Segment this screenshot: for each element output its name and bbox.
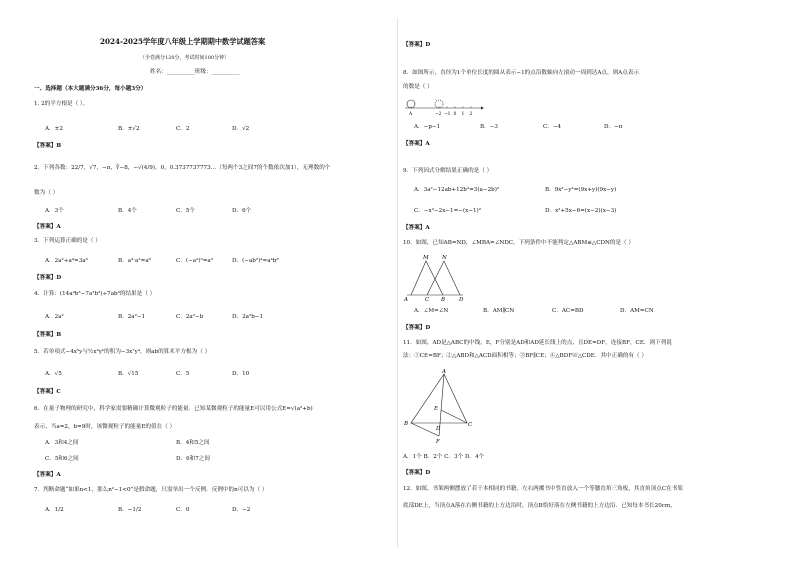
- q7-option-c: C．0: [176, 507, 190, 513]
- q9-option-d: D．x²+5x−6=(x−2)(x−3): [545, 208, 617, 214]
- svg-text:B: B: [404, 421, 409, 427]
- q2-answer: 【答案】A: [34, 224, 61, 230]
- q3-option-b: B．a³·a²=a⁶: [118, 258, 151, 264]
- q9-option-b: B．9x²−y²=(9x+y)(9x−y): [545, 187, 617, 193]
- q2-option-b: B．4个: [118, 208, 137, 214]
- svg-text:A: A: [404, 297, 408, 301]
- section-heading: 一、选择题（本大题满分36分，每小题3分）: [34, 86, 147, 92]
- question-8-stem-cont: 的数是（ ）: [403, 84, 433, 90]
- q2-option-d: D．6个: [232, 208, 252, 214]
- q2-option-a: A．3个: [45, 208, 64, 214]
- q5-option-b: B．√15: [118, 371, 139, 377]
- q6-option-a: A．3和4之间: [45, 440, 79, 446]
- q5-answer: 【答案】C: [34, 389, 61, 395]
- q8-option-b: B．−3: [480, 124, 498, 130]
- svg-text:B: B: [441, 297, 446, 301]
- q7-answer: 【答案】D: [403, 42, 431, 48]
- exam-title: 2024-2025学年度八年级上学期期中数学试题答案: [100, 37, 266, 46]
- q7-option-a: A．1/2: [45, 507, 64, 513]
- student-info-line: 姓名：__________班级：__________: [150, 69, 240, 75]
- q8-answer: 【答案】A: [403, 141, 430, 147]
- q1-answer: 【答案】B: [34, 143, 62, 149]
- q1-option-d: D．√2: [232, 126, 250, 132]
- q6-option-b: B．4和5之间: [176, 440, 210, 446]
- q4-option-b: B．2a²−1: [118, 314, 146, 320]
- svg-text:F: F: [436, 439, 440, 445]
- q10-option-c: C．AC=BD: [552, 308, 584, 314]
- q6-answer: 【答案】A: [34, 472, 61, 478]
- q4-answer: 【答案】B: [34, 332, 62, 338]
- q5-option-c: C．5: [176, 371, 190, 377]
- axis-label-0: 0: [453, 112, 457, 117]
- q6-option-c: C．5和6之间: [45, 456, 79, 462]
- q11-answer: 【答案】D: [403, 470, 431, 476]
- segment-ce: [441, 410, 467, 423]
- question-8-stem: 8．如图所示，直径为1个单位长度的圆从表示−1的点沿数轴向左滚动一周到达A点，则A点表示: [403, 70, 640, 76]
- svg-text:C: C: [468, 422, 473, 428]
- q9-option-c: C．−x²−2x−1=−(x−1)²: [414, 208, 481, 214]
- q8-option-a: A．−p−1: [414, 124, 441, 130]
- question-7-stem: 7．判断命题“如果n<1，那么n²−1<0”是假命题，只需举出一个反例．反例中的n可以为（ ）: [34, 487, 268, 493]
- q1-option-c: C．2: [176, 126, 190, 132]
- q3-answer: 【答案】D: [34, 275, 62, 281]
- triangles-figure-q10: [403, 251, 469, 301]
- q4-option-d: D．2a²b−1: [232, 314, 264, 320]
- axis-label-neg1: −1: [444, 112, 451, 117]
- question-10-stem: 10．如图，已知AB=ND，∠MBA=∠NDC，下列条件中不能判定△ABM≌△CDN的是（ ）: [403, 240, 635, 246]
- q10-answer: 【答案】D: [403, 325, 431, 331]
- svg-text:D: D: [436, 426, 441, 432]
- q5-option-d: D．10: [232, 371, 250, 377]
- q9-answer: 【答案】A: [403, 225, 430, 231]
- q7-option-d: D．−2: [232, 507, 251, 513]
- svg-text:D: D: [459, 297, 464, 301]
- q2-option-c: C．5个: [176, 208, 196, 214]
- question-12-stem: 12．如图，书架两侧摆放了若干本相同的书籍，左右两摞书中竖直放入一个等腰直角三角板，其直角顶点C在书架: [403, 486, 683, 492]
- question-5-stem: 5．若单项式−4x⁵y与½x³yᵇ的积为−3x⁷y⁴，则ab的算术平方根为（ ）: [34, 349, 211, 355]
- number-line-figure: [403, 94, 485, 118]
- q9-option-a: A．3a²−12ab+12b²=3(a−2b)²: [414, 187, 500, 193]
- q8-option-d: D．−π: [604, 124, 623, 130]
- question-2-stem-cont: 数为（ ）: [34, 190, 59, 196]
- triangle-abc: [411, 374, 467, 423]
- q4-option-a: A．2a²: [45, 314, 64, 320]
- q5-option-a: A．√5: [45, 371, 62, 377]
- svg-text:N: N: [442, 255, 447, 261]
- q4-option-c: C．2a²−b: [176, 314, 204, 320]
- question-3-stem: 3．下列运算正确的是（ ）: [34, 238, 101, 244]
- q6-option-d: D．6和7之间: [176, 456, 210, 462]
- q3-option-a: A．2a²+a⁴=3a⁶: [45, 258, 88, 264]
- question-6-stem: 6．在量子物理的研究中，科学家需要精确计算微观粒子的能量．已知某微观粒子的能量E可以用公式E=√(a²+b): [34, 406, 313, 412]
- question-11-stem: 11．如图，AD是△ABC的中线，E，F分别是AD和AD延长线上的点，且DE=DF，连接BF，CE．则下列说: [403, 340, 672, 346]
- q10-option-d: D．AM=CN: [620, 308, 654, 314]
- question-9-stem: 9．下列因式分解结果正确的是（ ）: [403, 168, 493, 174]
- q3-option-c: C．(−a²)³=a⁶: [176, 258, 214, 264]
- axis-label-2: 2: [469, 112, 473, 117]
- right-page: [397, 0, 794, 562]
- question-12-stem-cont: 底部DE上，当顶点A落在右侧书籍的上方边沿时，顶点B恰好落在左侧书籍的上方边沿．已知每本书长20cm，: [403, 503, 676, 509]
- triangle-amb: [411, 261, 443, 295]
- question-11-stem-cont: 法：①CE=BF；②△ABD和△ACD面积相等；③BF∥CE；④△BDF≌△CDE．其中正确的有（ ）: [403, 353, 647, 359]
- q1-option-b: B．±√2: [118, 126, 140, 132]
- exam-subtitle: （全卷满分120分，考试时间100分钟）: [140, 55, 230, 61]
- q7-option-b: B．−1/2: [118, 507, 142, 513]
- svg-text:A: A: [442, 369, 446, 375]
- axis-label-neg2: −2: [435, 112, 442, 117]
- triangle-cnd: [427, 261, 460, 295]
- q1-option-a: A．±2: [45, 126, 63, 132]
- q10-option-a: A．∠M=∠N: [414, 308, 449, 314]
- question-4-stem: 4．计算：(14a⁴b³−7a²b³)÷7ab³的结果是（ ）: [34, 291, 156, 297]
- segment-bf: [411, 423, 439, 436]
- axis-arrow: [481, 107, 484, 110]
- axis-label-A: A: [409, 112, 413, 117]
- triangle-figure-q11: [403, 366, 473, 446]
- q3-option-d: D．(−ab²)⁴=a⁴b⁸: [232, 258, 279, 264]
- q8-option-c: C．−4: [543, 124, 562, 130]
- question-6-stem-cont: 表示，当a=2，b=9时，该微观粒子的能量E的值在（ ）: [34, 424, 176, 430]
- axis-label-1: 1: [461, 112, 465, 117]
- svg-text:E: E: [434, 406, 439, 412]
- question-2-stem: 2．下列各数：22/7，√7，−π，∛−8，−√(4/9)，0，0.3737737773…（每两个3之间7的个数依次加1），无理数的个: [34, 165, 331, 171]
- svg-text:M: M: [423, 255, 429, 261]
- q11-options: A．1个 B．2个 C．3个 D．4个: [403, 454, 485, 460]
- svg-text:C: C: [425, 297, 430, 301]
- q10-option-b: B．AM∥CN: [483, 308, 515, 314]
- question-1-stem: 1. 2的平方根是（ ）。: [34, 101, 89, 107]
